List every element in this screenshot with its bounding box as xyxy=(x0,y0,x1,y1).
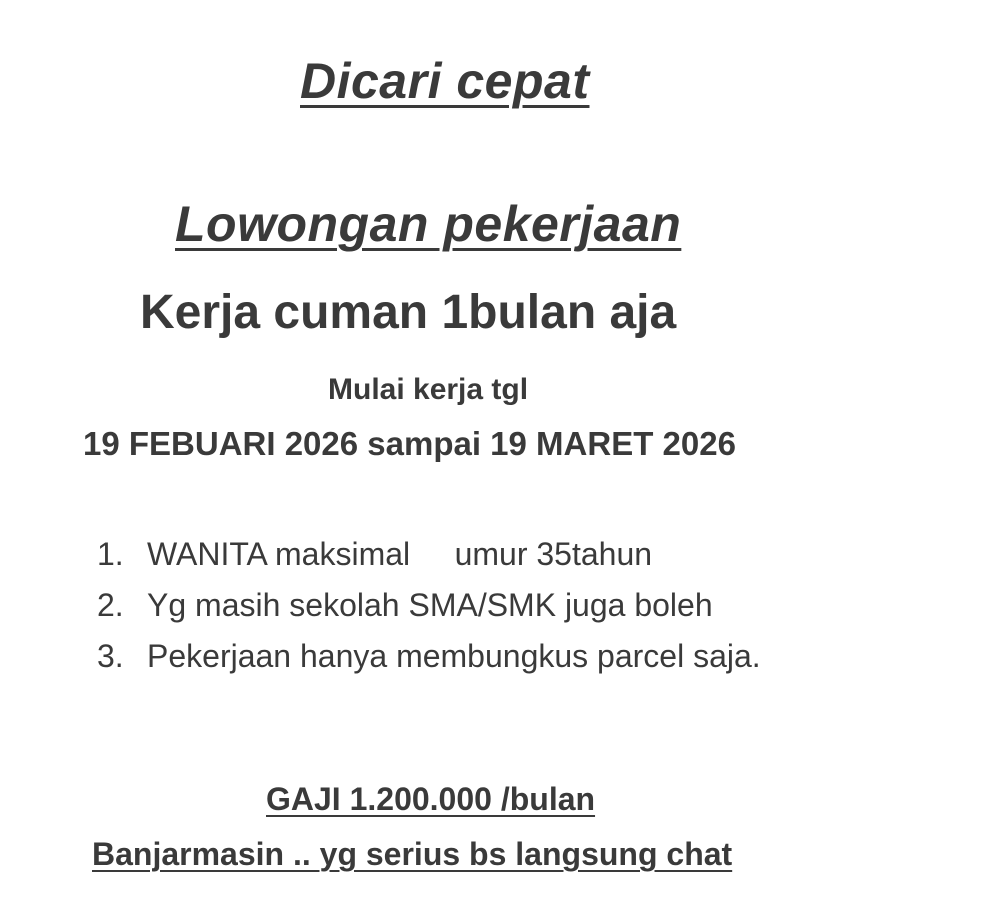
requirement-number: 2. xyxy=(97,587,124,623)
duration-heading: Kerja cuman 1bulan aja xyxy=(140,286,677,339)
requirement-text: Yg masih sekolah SMA/SMK juga boleh xyxy=(147,587,713,623)
requirement-text: Pekerjaan hanya membungkus parcel saja. xyxy=(147,638,761,674)
headline: Dicari cepat xyxy=(300,53,590,109)
requirement-item xyxy=(97,587,713,624)
start-label: Mulai kerja tgl xyxy=(328,373,529,406)
requirement-number: 1. xyxy=(97,536,124,572)
contact-info: Banjarmasin .. yg serius bs langsung chat xyxy=(92,836,733,872)
date-range: 19 FEBUARI 2026 sampai 19 MARET 2026 xyxy=(83,425,736,462)
requirement-text: WANITA maksimal umur 35tahun xyxy=(147,536,653,572)
subheadline: Lowongan pekerjaan xyxy=(175,196,682,252)
requirement-number: 3. xyxy=(97,638,124,674)
requirement-item xyxy=(97,638,761,675)
salary-info: GAJI 1.200.000 /bulan xyxy=(266,781,596,817)
requirement-item xyxy=(97,536,652,573)
